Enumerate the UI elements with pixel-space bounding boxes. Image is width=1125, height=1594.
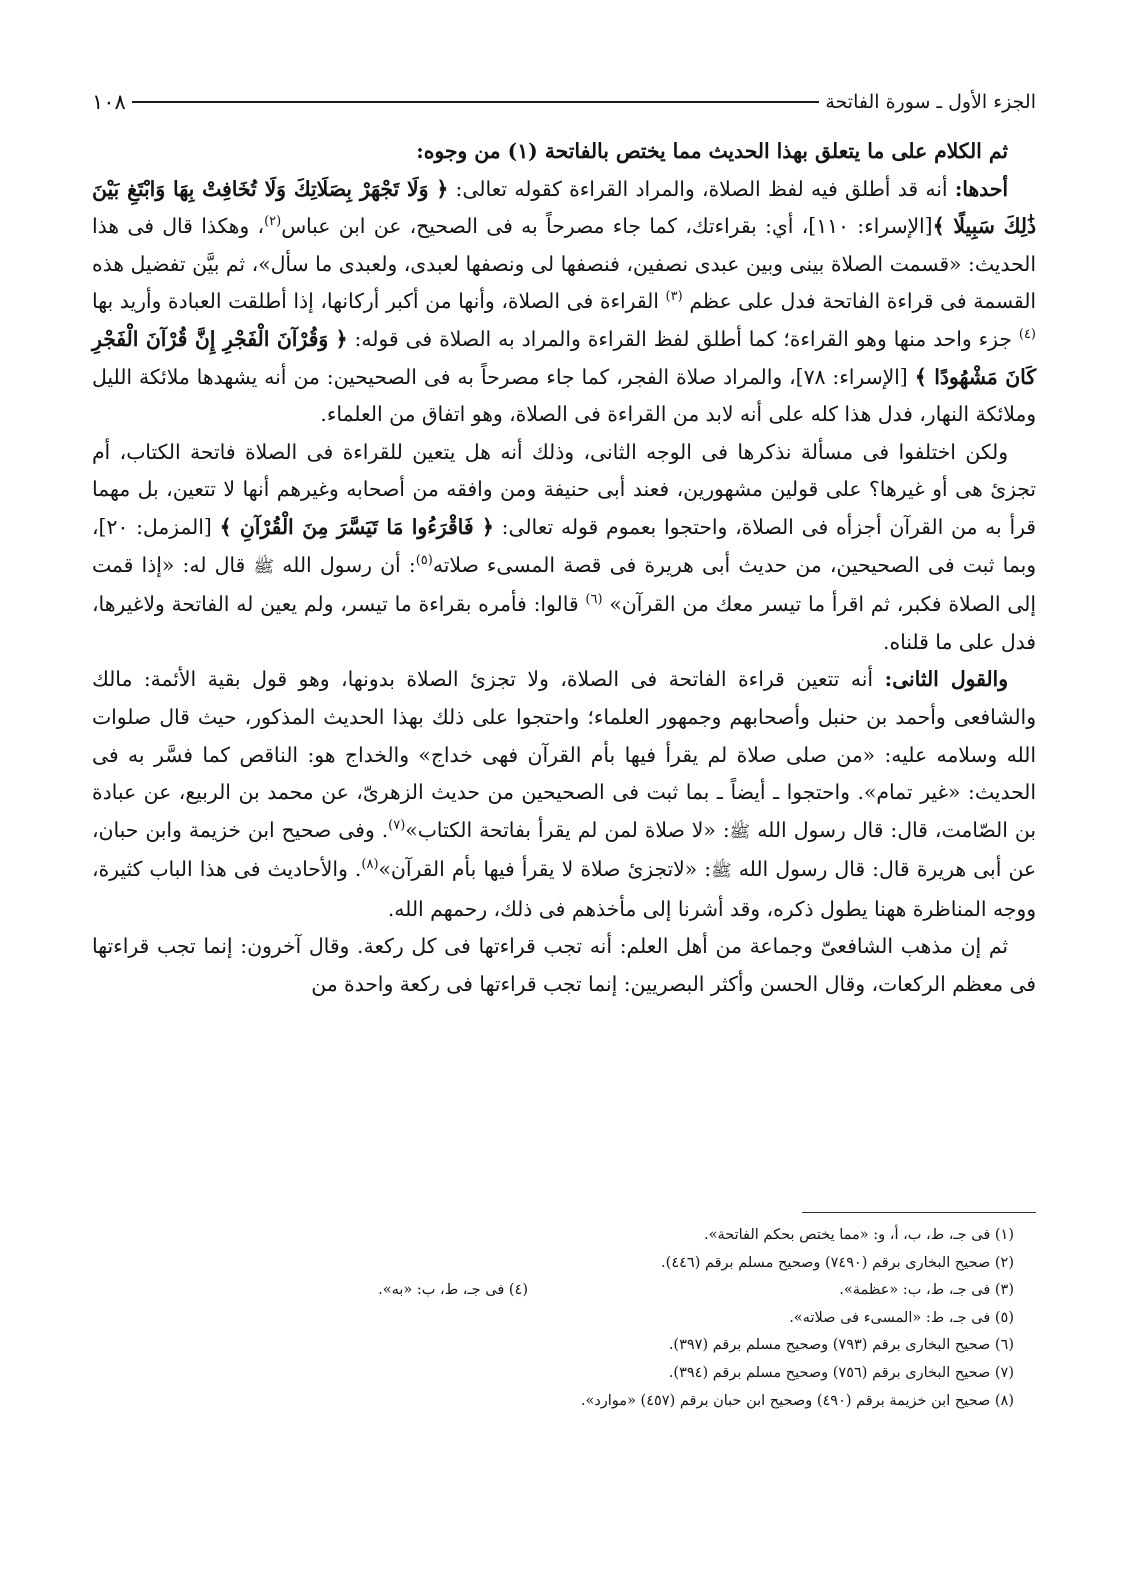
paragraph-lead: أحدها:	[954, 176, 1008, 201]
footnote-line	[92, 1222, 1036, 1250]
page-header	[92, 82, 1036, 122]
footnote-line	[92, 1277, 1036, 1305]
paragraph-disagreement	[92, 434, 1036, 662]
text-run: [الإسراء: ١١٠]، أي: بقراءتك، كما جاء مصرحاً به فى الصحيح، عن ابن عباس	[281, 214, 933, 239]
footnotes	[92, 1222, 1036, 1415]
text-run: . وفى صحيح ابن خزيمة وابن حبان، عن أبى هريرة قال: قال رسول الله	[92, 817, 1036, 882]
footnote-line	[92, 1360, 1036, 1388]
footnote-marker[interactable]: (٦)	[585, 592, 603, 608]
text-run: . والأحاديث فى هذا الباب كثيرة، ووجه المناظرة ههنا يطول ذكره، وقد أشرنا إلى مأخذهم فى ذلك، رحمهم الله.	[92, 857, 1036, 921]
paragraph-first-aspect	[92, 171, 1036, 434]
footnote-marker[interactable]: (٨)	[361, 857, 379, 873]
quran-verse: ﴿ وَلَا تَجْهَرْ بِصَلَاتِكَ وَلَا تُخَافِتْ بِهَا وَابْتَغِ بَيْنَ ذَٰلِكَ سَبِيلًا ﴾	[92, 176, 1036, 239]
footnote-4: (٤) فى جـ، ط، ب: «به».	[378, 1282, 528, 1299]
footnote-3: (٣) فى جـ، ط، ب: «عظمة».	[839, 1282, 1014, 1299]
footnote-separator	[802, 1212, 1036, 1213]
text-run: ، وهكذا قال فى هذا الحديث: «قسمت الصلاة بينى وبين عبدى نصفين، فنصفها لى ونصفها لعبدى، ولعبدى ما سأل»، ثم بيَّن تفضيل هذه القسمة فى قراءة الفاتحة فدل على عظم	[92, 214, 1037, 314]
paragraph-second-opinion	[92, 661, 1036, 928]
quran-verse: ﴿ وَقُرْآنَ الْفَجْرِ إِنَّ قُرْآنَ الْفَجْرِ كَانَ مَشْهُودًا ﴾	[92, 326, 1036, 389]
footnote-marker[interactable]: (٧)	[388, 817, 406, 833]
footnote-7: (٧) صحيح البخارى برقم (٧٥٦) وصحيح مسلم برقم (٣٩٤).	[668, 1364, 1014, 1381]
text-run: جزء واحد منها وهو القراءة؛ كما أطلق لفظ القراءة والمراد به الصلاة فى قوله:	[347, 326, 1019, 351]
text-run: : «لا صلاة لمن لم يقرأ بفاتحة الكتاب»	[405, 817, 730, 842]
footnote-8: (٨) صحيح ابن خزيمة برقم (٤٩٠) وصحيح ابن حبان برقم (٤٥٧) «موارد».	[580, 1392, 1014, 1409]
footnote-5: (٥) فى جـ، ط: «المسىء فى صلاته».	[789, 1309, 1014, 1326]
footnote-marker[interactable]: (٤)	[1018, 327, 1036, 343]
paragraph-lead: والقول الثانى:	[884, 667, 1008, 692]
footnote-line	[92, 1388, 1036, 1416]
footnote-marker[interactable]: (٢)	[264, 214, 282, 230]
text-run: [الإسراء: ٧٨]، والمراد صلاة الفجر، كما جاء مصرحاً به فى الصحيحين: من أنه يشهدها ملائكة الليل وملائكة النهار، فدل هذا كله على أنه لابد من القراءة فى الصلاة، وهو اتفاق من العلماء.	[92, 364, 1036, 427]
page-number: ١٠٨	[92, 90, 126, 114]
text-run: ولكن اختلفوا فى مسألة نذكرها فى الوجه الثانى، وذلك أنه هل يتعين للقراءة فى الصلاة فاتحة الكتاب، أم تجزئ هى أو غيرها؟ على قولين مشهورين، فعند أبى حنيفة ومن وافقه من أصحابه وغيرهم أنها لا تتعين، بل مهما قرأ به من القرآن أجزأه فى الصلاة، واحتجوا بعموم قوله تعالى:	[92, 439, 1037, 539]
text-run: أنه تتعين قراءة الفاتحة فى الصلاة، ولا تجزئ الصلاة بدونها، وهو قول بقية الأئمة: مالك والشافعى وأحمد بن حنبل وأصحابهم وجمهور العلماء؛ واحتجوا على ذلك بهذا الحديث المذكور، حيث قال صلوات الله وسلامه عليه: «من صلى صلاة لم يقرأ فيها بأم القرآن فهى خداج» والخداج هو: الناقص كما فسَّر به فى الحديث: «غير تمام». واحتجوا ـ أيضاً ـ بما ثبت فى الصحيحين من حديث الزهرىّ، عن محمد بن الربيع، عن عبادة بن الصّامت، قال: قال رسول الله	[92, 667, 1036, 842]
text-run: القراءة فى الصلاة، وأنها من أكبر أركانها، إذا أطلقت العبادة وأريد بها	[92, 289, 666, 314]
footnote-line	[92, 1250, 1036, 1278]
footnote-1: (١) فى جـ، ط، ب، أ، و: «مما يختص بحكم الفاتحة».	[703, 1227, 1014, 1243]
footnote-line	[92, 1305, 1036, 1333]
text-run: [المزمل: ٢٠]، وبما ثبت فى الصحيحين، من حديث أبى هريرة فى قصة المسىء صلاته	[92, 514, 1037, 577]
text-run: أنه قد أطلق فيه لفظ الصلاة، والمراد القراءة كقوله تعالى:	[448, 176, 955, 201]
footnote-marker[interactable]: (٣)	[665, 289, 683, 305]
running-title: الجزء الأول ـ سورة الفاتحة	[825, 91, 1036, 113]
salawat-glyph: ﷺ	[729, 821, 751, 842]
footnote-6: (٦) صحيح البخارى برقم (٧٩٣) وصحيح مسلم برقم (٣٩٧).	[668, 1337, 1014, 1354]
salawat-glyph: ﷺ	[711, 861, 732, 882]
quran-verse: ﴿ فَاقْرَءُوا مَا تَيَسَّرَ مِنَ الْقُرْآنِ ﴾	[219, 514, 494, 539]
text-run: : «لاتجزئ صلاة لا يقرأ فيها بأم القرآن»	[378, 857, 712, 882]
footnote-2: (٢) صحيح البخارى برقم (٧٤٩٠) وصحيح مسلم برقم (٤٤٦).	[661, 1254, 1014, 1271]
paragraph-intro: ثم الكلام على ما يتعلق بهذا الحديث مما يختص بالفاتحة (١) من وجوه:	[416, 139, 1008, 163]
footnote-marker[interactable]: (٥)	[415, 552, 433, 568]
paragraph-shafii: ثم إن مذهب الشافعىّ وجماعة من أهل العلم: أنه تجب قراءتها فى كل ركعة. وقال آخرون: إنما تجب قراءتها فى معظم الركعات، وقال الحسن وأكثر البصريين: إنما تجب قراءتها فى ركعة واحدة من	[92, 934, 1036, 997]
text-run: قال له: «إذا قمت إلى الصلاة فكبر، ثم اقرأ ما تيسر معك من القرآن»	[92, 552, 1036, 617]
footnote-line	[92, 1332, 1036, 1360]
text-run: قالوا: فأمره بقراءة ما تيسر، ولم يعين له الفاتحة ولاغيرها، فدل على ما قلناه.	[92, 592, 1036, 654]
text-run: : أن رسول الله	[274, 552, 416, 577]
header-rule	[132, 101, 820, 103]
salawat-glyph: ﷺ	[253, 556, 274, 577]
main-text	[92, 133, 1036, 1004]
